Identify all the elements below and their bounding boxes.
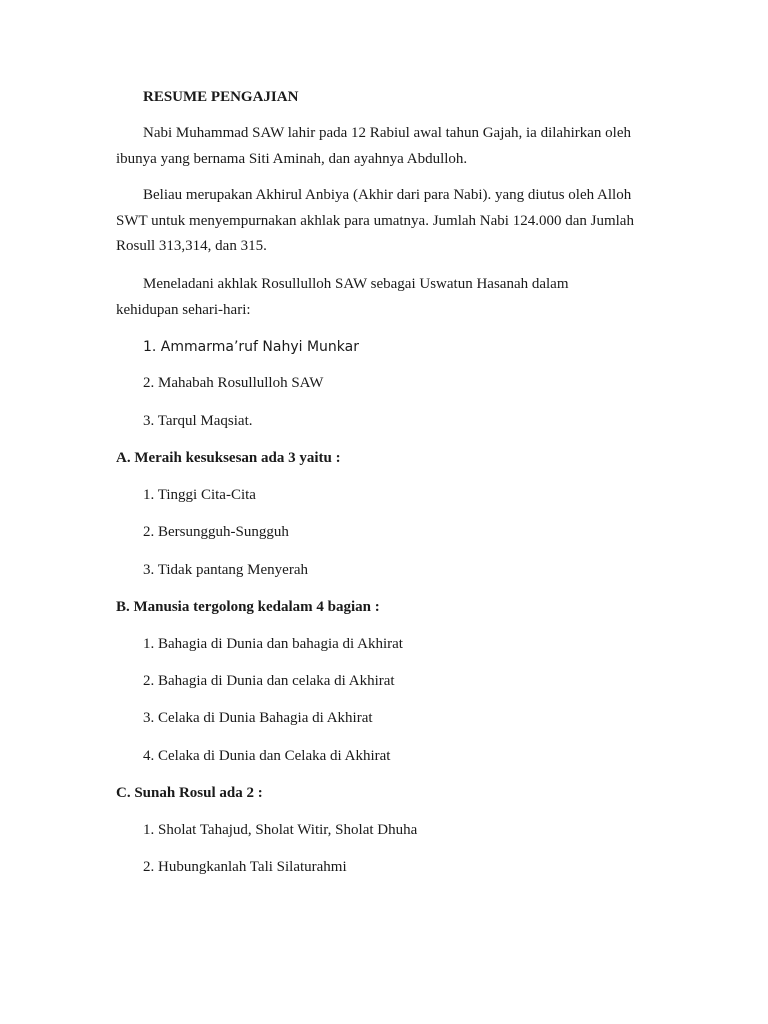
- akhlak-list-item: 3. Tarqul Maqsiat.: [143, 413, 253, 429]
- akhlak-list-item: 2. Mahabah Rosullulloh SAW: [143, 375, 324, 391]
- paragraph-1-line-1: Nabi Muhammad SAW lahir pada 12 Rabiul awal tahun Gajah, ia dilahirkan oleh: [143, 125, 631, 141]
- section-c-item: 2. Hubungkanlah Tali Silaturahmi: [143, 859, 347, 875]
- section-c-item: 1. Sholat Tahajud, Sholat Witir, Sholat Dhuha: [143, 822, 418, 838]
- section-b-item: 3. Celaka di Dunia Bahagia di Akhirat: [143, 710, 373, 726]
- section-a-item: 3. Tidak pantang Menyerah: [143, 562, 308, 578]
- section-a-heading: A. Meraih kesuksesan ada 3 yaitu :: [116, 450, 341, 466]
- section-a-item: 1. Tinggi Cita-Cita: [143, 487, 256, 503]
- paragraph-2-line-1: Beliau merupakan Akhirul Anbiya (Akhir dari para Nabi). yang diutus oleh Alloh: [143, 187, 632, 203]
- paragraph-3-line-2: kehidupan sehari-hari:: [116, 302, 251, 318]
- paragraph-2-line-2: SWT untuk menyempurnakan akhlak para umatnya. Jumlah Nabi 124.000 dan Jumlah: [116, 213, 634, 229]
- section-a-item: 2. Bersungguh-Sungguh: [143, 524, 289, 540]
- document-title: RESUME PENGAJIAN: [143, 89, 299, 105]
- akhlak-list-item: 1. Ammarma’ruf Nahyi Munkar: [143, 339, 359, 355]
- paragraph-2-line-3: Rosull 313,314, dan 315.: [116, 238, 267, 254]
- section-b-item: 1. Bahagia di Dunia dan bahagia di Akhirat: [143, 636, 403, 652]
- section-c-heading: C. Sunah Rosul ada 2 :: [116, 785, 263, 801]
- paragraph-3-line-1: Meneladani akhlak Rosullulloh SAW sebagai Uswatun Hasanah dalam: [143, 276, 569, 292]
- section-b-heading: B. Manusia tergolong kedalam 4 bagian :: [116, 599, 380, 615]
- section-b-item: 4. Celaka di Dunia dan Celaka di Akhirat: [143, 748, 391, 764]
- paragraph-1-line-2: ibunya yang bernama Siti Aminah, dan ayahnya Abdulloh.: [116, 151, 468, 167]
- section-b-item: 2. Bahagia di Dunia dan celaka di Akhirat: [143, 673, 395, 689]
